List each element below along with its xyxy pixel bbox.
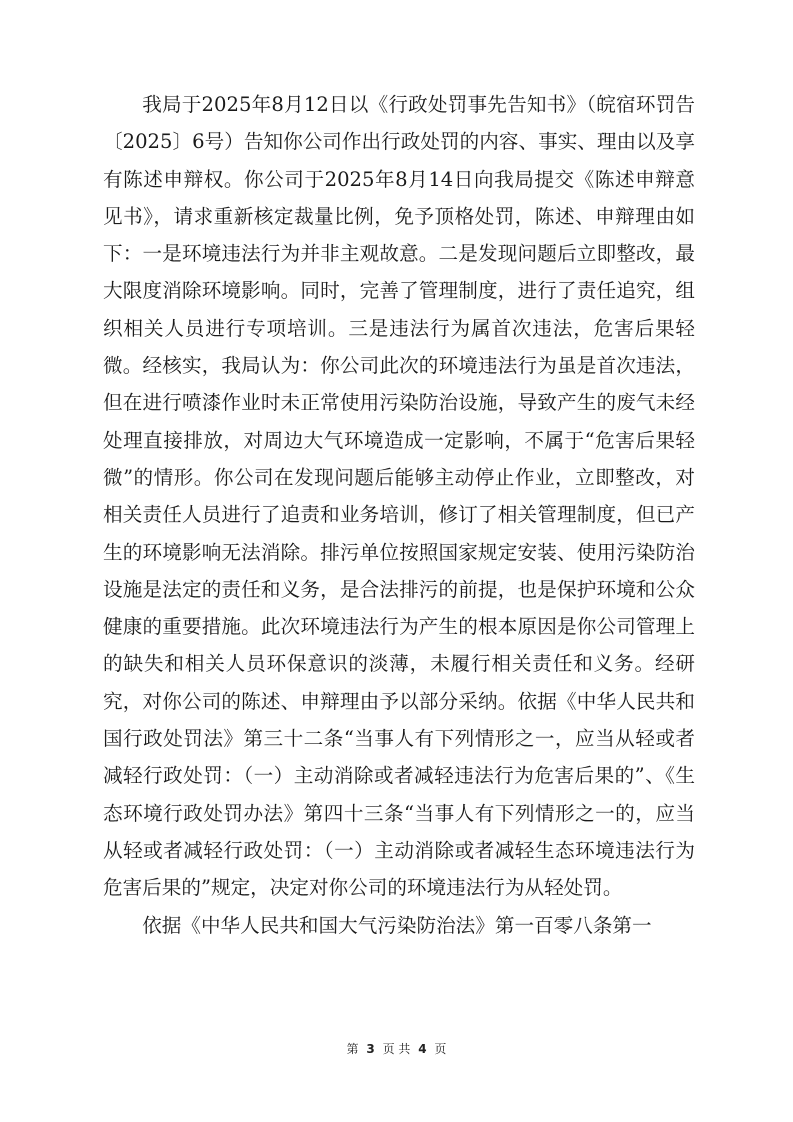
footer-suffix: 页: [434, 1042, 447, 1056]
footer-prefix: 第: [346, 1042, 359, 1056]
footer-current-page: 3: [366, 1042, 375, 1056]
paragraph-legal-basis: 依据《中华人民共和国大气污染防治法》第一百零八条第一: [142, 913, 652, 937]
document-body: [103, 86, 695, 944]
footer-total-pages: 4: [418, 1042, 427, 1056]
page-footer: [0, 1040, 793, 1057]
paragraph-statement-review: 我局于2025年8月12日以《行政处罚事先告知书》（皖宿环罚告〔2025〕6号）告知你公司作出行政处罚的内容、事实、理由以及享有陈述申辩权。你公司于2025年8月14日向我局提交《陈述申辩意见书》，请求重新核定裁量比例，免予顶格处罚，陈述、申辩理由如下：一是环境违法行为并非主观故意。二是发现问题后立即整改，最大限度消除环境影响。同时，完善了管理制度，进行了责任追究，组织相关人员进行专项培训。三是违法行为属首次违法，危害后果轻微。经核实，我局认为：你公司此次的环境违法行为虽是首次违法，但在进行喷漆作业时未正常使用污染防治设施，导致产生的废气未经处理直接排放，对周边大气环境造成一定影响，不属于“危害后果轻微”的情形。你公司在发现问题后能够主动停止作业，立即整改，对相关责任人员进行了追责和业务培训，修订了相关管理制度，但已产生的环境影响无法消除。排污单位按照国家规定安装、使用污染防治设施是法定的责任和义务，是合法排污的前提，也是保护环境和公众健康的重要措施。此次环境违法行为产生的根本原因是你公司管理上的缺失和相关人员环保意识的淡薄，未履行相关责任和义务。经研究，对你公司的陈述、申辩理由予以部分采纳。依据《中华人民共和国行政处罚法》第三十二条“当事人有下列情形之一，应当从轻或者减轻行政处罚：（一）主动消除或者减轻违法行为危害后果的”、《生态环境行政处罚办法》第四十三条“当事人有下列情形之一的，应当从轻或者减轻行政处罚：（一）主动消除或者减轻生态环境违法行为危害后果的”规定，决定对你公司的环境违法行为从轻处罚。: [103, 93, 695, 900]
footer-middle: 页 共: [382, 1042, 411, 1056]
